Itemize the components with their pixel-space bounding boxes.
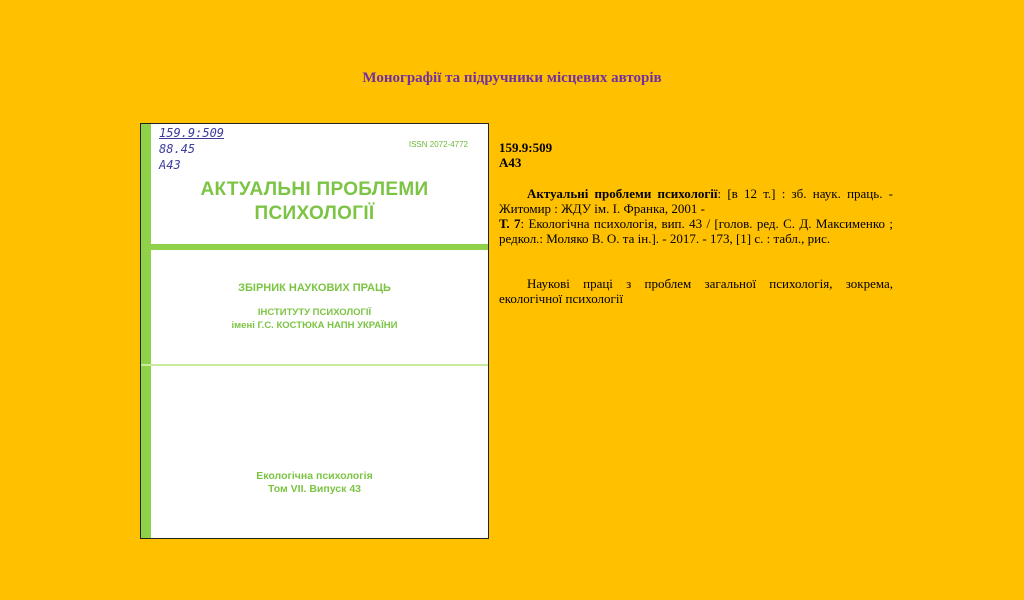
cover-title-line2: ПСИХОЛОГІЇ bbox=[254, 203, 375, 224]
bibliographic-record bbox=[499, 140, 893, 306]
bibliographic-description bbox=[499, 186, 893, 246]
cover-title bbox=[141, 178, 488, 226]
book-title: Актуальні проблеми психології bbox=[527, 186, 718, 201]
cover-stripe-divider bbox=[141, 364, 488, 366]
cover-series bbox=[141, 470, 488, 496]
volume-details: : Екологічна психологія, вип. 43 / [голов. ред. С. Д. Максименко ; редкол.: Моляко В. О. та ін.]. - 2017. - 173, [1] с. : табл., рис. bbox=[499, 216, 894, 246]
cover-handwritten-bbk: 88.45 bbox=[159, 142, 196, 156]
cover-issn: ISSN 2072-4772 bbox=[408, 140, 468, 149]
volume-label: Т. 7 bbox=[499, 216, 521, 231]
cover-institute-line2: імені Г.С. КОСТЮКА НАПН УКРАЇНИ bbox=[231, 320, 398, 331]
udc-code: 159.9:509 bbox=[499, 140, 553, 155]
cover-institute-line1: ІНСТИТУТУ ПСИХОЛОГІЇ bbox=[257, 307, 372, 318]
book-cover-image bbox=[140, 123, 489, 539]
cover-series-line2: Том VII. Випуск 43 bbox=[267, 483, 362, 495]
author-sign: А43 bbox=[499, 155, 522, 170]
cover-collection: ЗБІРНИК НАУКОВИХ ПРАЦЬ bbox=[238, 282, 391, 294]
cover-institute bbox=[141, 306, 488, 332]
cover-handwritten-sign: А43 bbox=[159, 158, 181, 172]
annotation: Наукові праці з проблем загальної психологія, зокрема, екологічної психології bbox=[499, 276, 893, 306]
cover-handwritten-udc: 159.9:509 bbox=[159, 126, 225, 140]
cover-series-line1: Екологічна психологія bbox=[256, 470, 373, 482]
cover-title-line1: АКТУАЛЬНІ ПРОБЛЕМИ bbox=[200, 179, 429, 200]
book-title-details: : [в 12 т.] : зб. наук. праць. - Житомир : ЖДУ ім. І. Франка, 2001 - bbox=[499, 186, 893, 216]
page-title: Монографії та підручники місцевих авторів bbox=[362, 70, 662, 86]
cover-stripe-horizontal bbox=[141, 244, 488, 250]
